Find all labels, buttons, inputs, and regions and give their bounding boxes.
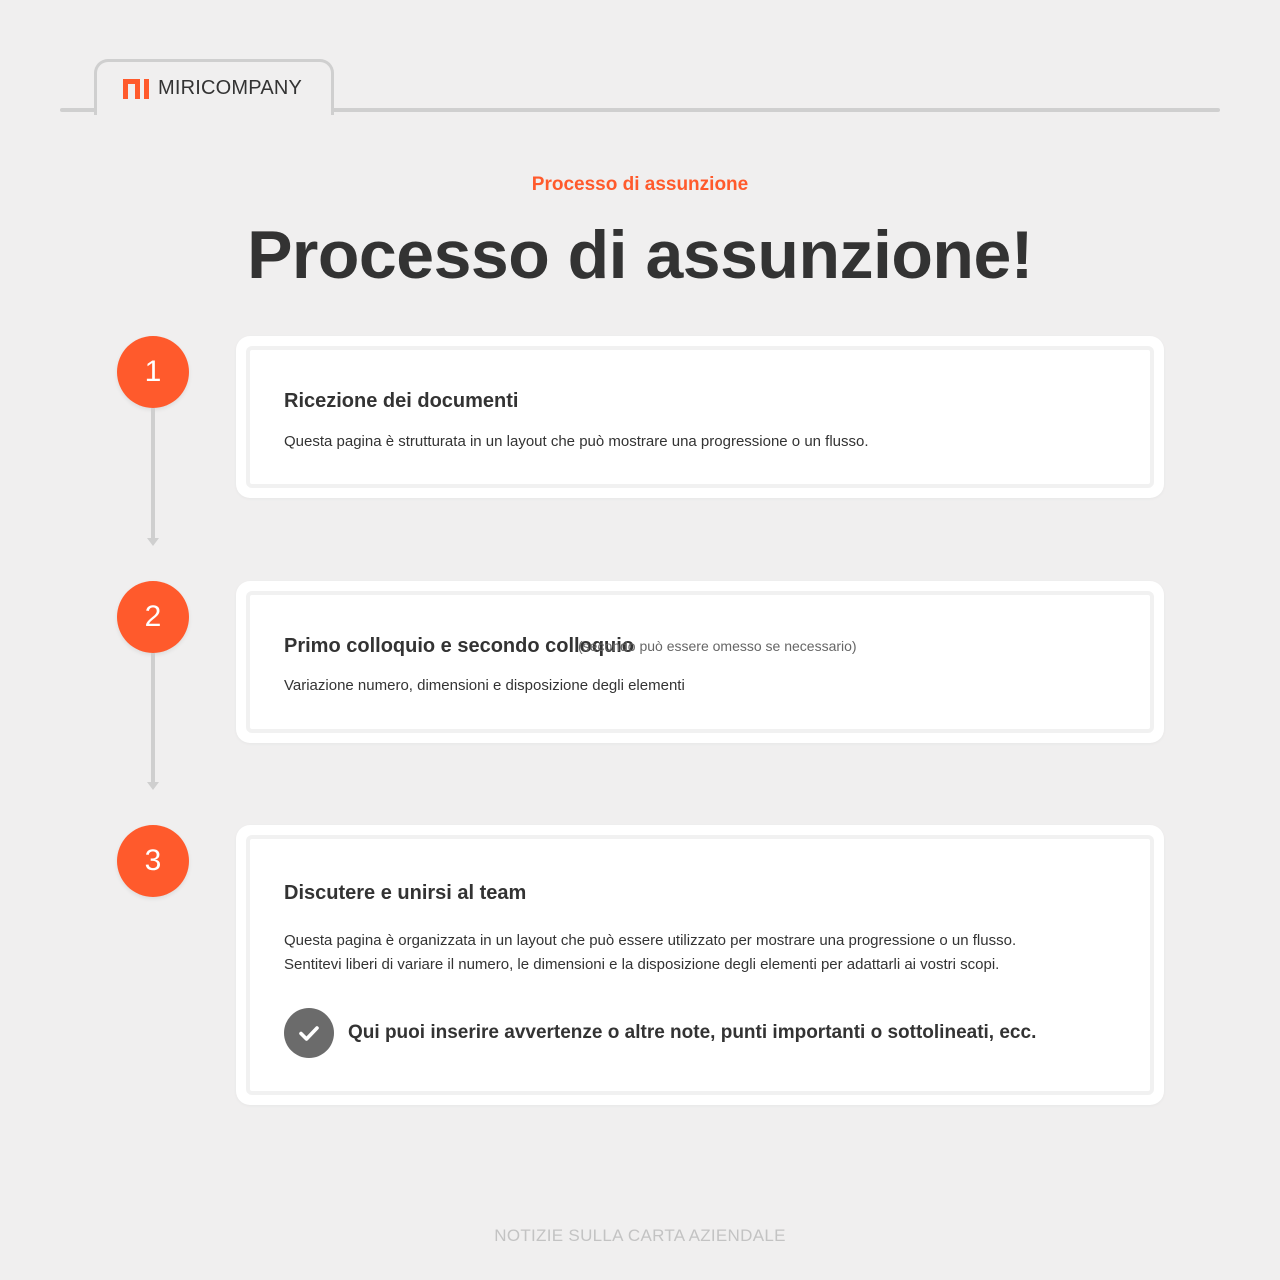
step-text-line-2: Sentitevi liberi di variare il numero, le dimensioni e la disposizione degli elementi per adattarli ai vostri scopi.	[284, 956, 1000, 973]
step-card-1	[236, 336, 1164, 498]
step-text: Questa pagina è strutturata in un layout che può mostrare una progressione o un flusso.	[284, 433, 869, 450]
connector-line-1	[151, 408, 155, 538]
footer-text: NOTIZIE SULLA CARTA AZIENDALE	[494, 1226, 786, 1245]
step-title: Primo colloquio e secondo colloquio	[284, 635, 635, 657]
brand-tab	[94, 59, 334, 115]
step-card-2	[236, 581, 1164, 743]
step-number-1: 1	[117, 336, 189, 408]
arrow-down-icon	[147, 782, 159, 790]
check-icon	[284, 1008, 334, 1058]
step-note: (secondo può essere omesso se necessario)	[578, 638, 857, 654]
brand-name: MIRICOMPANY	[158, 77, 303, 99]
page-title: Processo di assunzione!	[247, 217, 1033, 293]
callout-text: Qui puoi inserire avvertenze o altre note, punti importanti o sottolineati, ecc.	[348, 1022, 1037, 1043]
step-text-line-1: Questa pagina è organizzata in un layout che può essere utilizzato per mostrare una progressione o un flusso.	[284, 932, 1017, 949]
step-text: Variazione numero, dimensioni e disposizione degli elementi	[284, 677, 685, 694]
arrow-down-icon	[147, 538, 159, 546]
page-eyebrow: Processo di assunzione	[531, 174, 749, 195]
step-title: Discutere e unirsi al team	[284, 882, 527, 904]
callout	[284, 1008, 1036, 1058]
connector-line-2	[151, 653, 155, 782]
step-title: Ricezione dei documenti	[284, 390, 519, 412]
step-card-3	[236, 825, 1164, 1105]
logo-mark-icon	[123, 79, 149, 99]
step-number-2: 2	[117, 581, 189, 653]
step-number-3: 3	[117, 825, 189, 897]
